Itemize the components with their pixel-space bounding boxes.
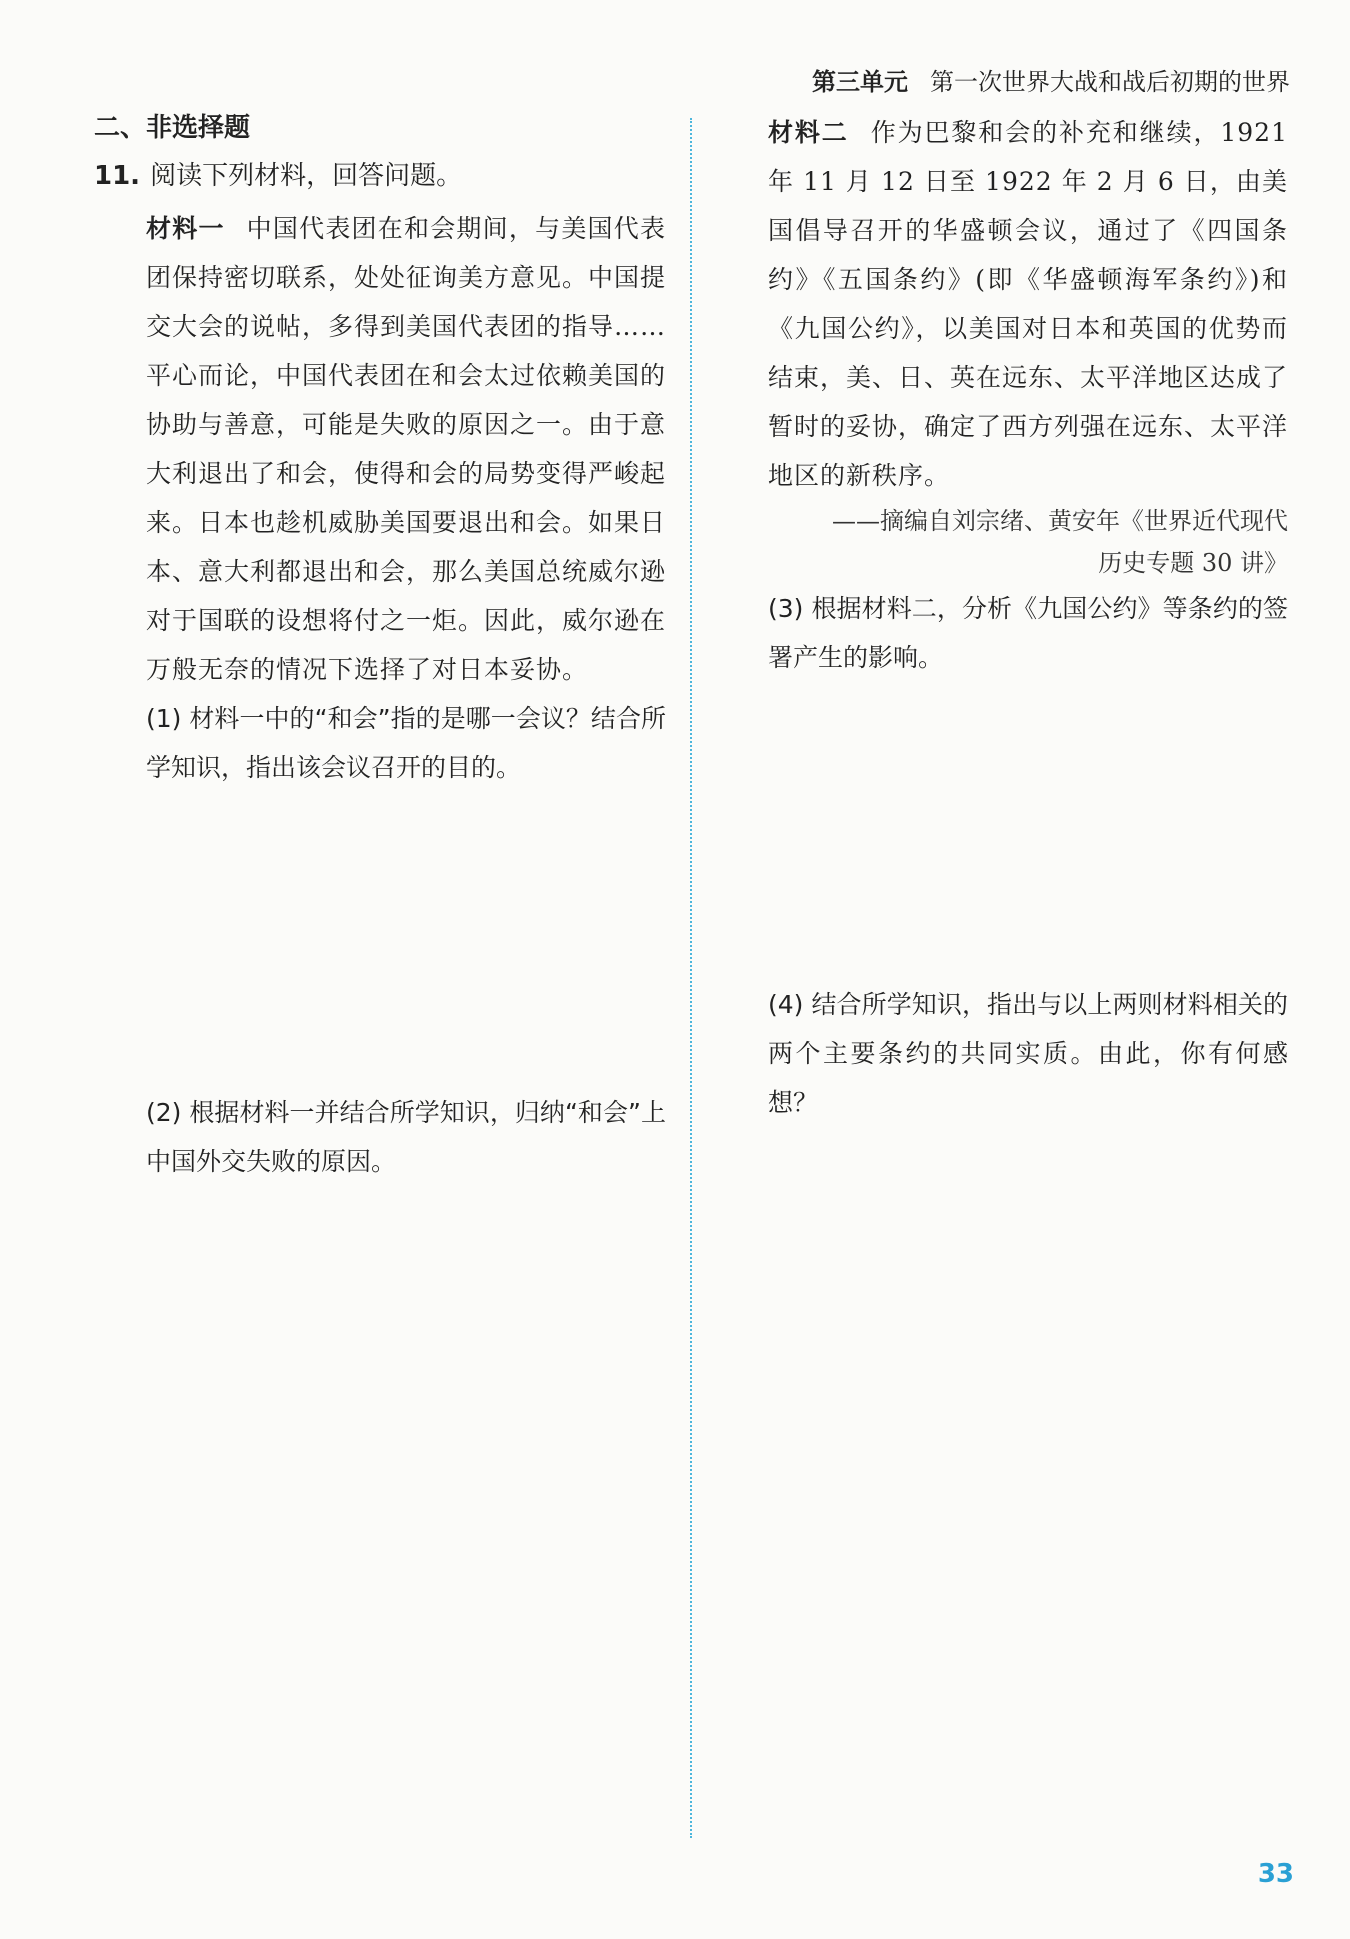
sub-question-4: (4) 结合所学知识，指出与以上两则材料相关的两个主要条约的共同实质。由此，你有何感想？: [768, 990, 1288, 1117]
left-column: [94, 108, 666, 1186]
material-two-text: 作为巴黎和会的补充和继续，1921 年 11 月 12 日至 1922 年 2 月 6 日，由美国倡导召开的华盛顿会议，通过了《四国条约》《五国条约》(即《华盛顿海军条约》)和《九国公约》，以美国对日本和英国的优势而结束，美、日、英在远东、太平洋地区达成了暂时的妥协，确定了西方列强在远东、太平洋地区的新秩序。: [768, 118, 1289, 490]
source-line-2: 历史专题 30 讲》: [1098, 549, 1288, 577]
question-heading: [94, 156, 666, 196]
page-header: [812, 62, 1290, 97]
material-one-text: 中国代表团在和会期间，与美国代表团保持密切联系，处处征询美方意见。中国提交大会的说帖，多得到美国代表团的指导……平心而论，中国代表团在和会太过依赖美国的协助与善意，可能是失败的原因之一。由于意大利退出了和会，使得和会的局势变得严峻起来。日本也趁机威胁美国要退出和会。如果日本、意大利都退出和会，那么美国总统威尔逊对于国联的设想将付之一炬。因此，威尔逊在万般无奈的情况下选择了对日本妥协。: [146, 214, 667, 684]
question-number: 11.: [94, 161, 141, 191]
column-divider: [690, 118, 692, 1838]
material-two-source: [768, 500, 1288, 584]
source-line-1: ——摘编自刘宗绪、黄安年《世界近代现代: [832, 507, 1288, 535]
question-prompt: 阅读下列材料，回答问题。: [150, 161, 463, 191]
unit-title: 第一次世界大战和战后初期的世界: [930, 68, 1290, 96]
material-two: [768, 108, 1288, 500]
material-one: [146, 204, 666, 694]
sub-question-3: (3) 根据材料二，分析《九国公约》等条约的签署产生的影响。: [768, 594, 1288, 672]
unit-label: 第三单元: [812, 68, 908, 96]
section-title: 二、非选择题: [94, 113, 251, 143]
material-one-label: 材料一: [146, 214, 225, 243]
page-number: 33: [1257, 1859, 1294, 1889]
answer-space-1: [146, 792, 666, 1088]
answer-space-3: [768, 682, 1288, 980]
material-two-label: 材料二: [768, 118, 849, 147]
sub-question-2: (2) 根据材料一并结合所学知识，归纳“和会”上中国外交失败的原因。: [146, 1098, 666, 1176]
sub-question-1: (1) 材料一中的“和会”指的是哪一会议？结合所学知识，指出该会议召开的目的。: [146, 704, 666, 782]
right-column: [768, 108, 1288, 1127]
